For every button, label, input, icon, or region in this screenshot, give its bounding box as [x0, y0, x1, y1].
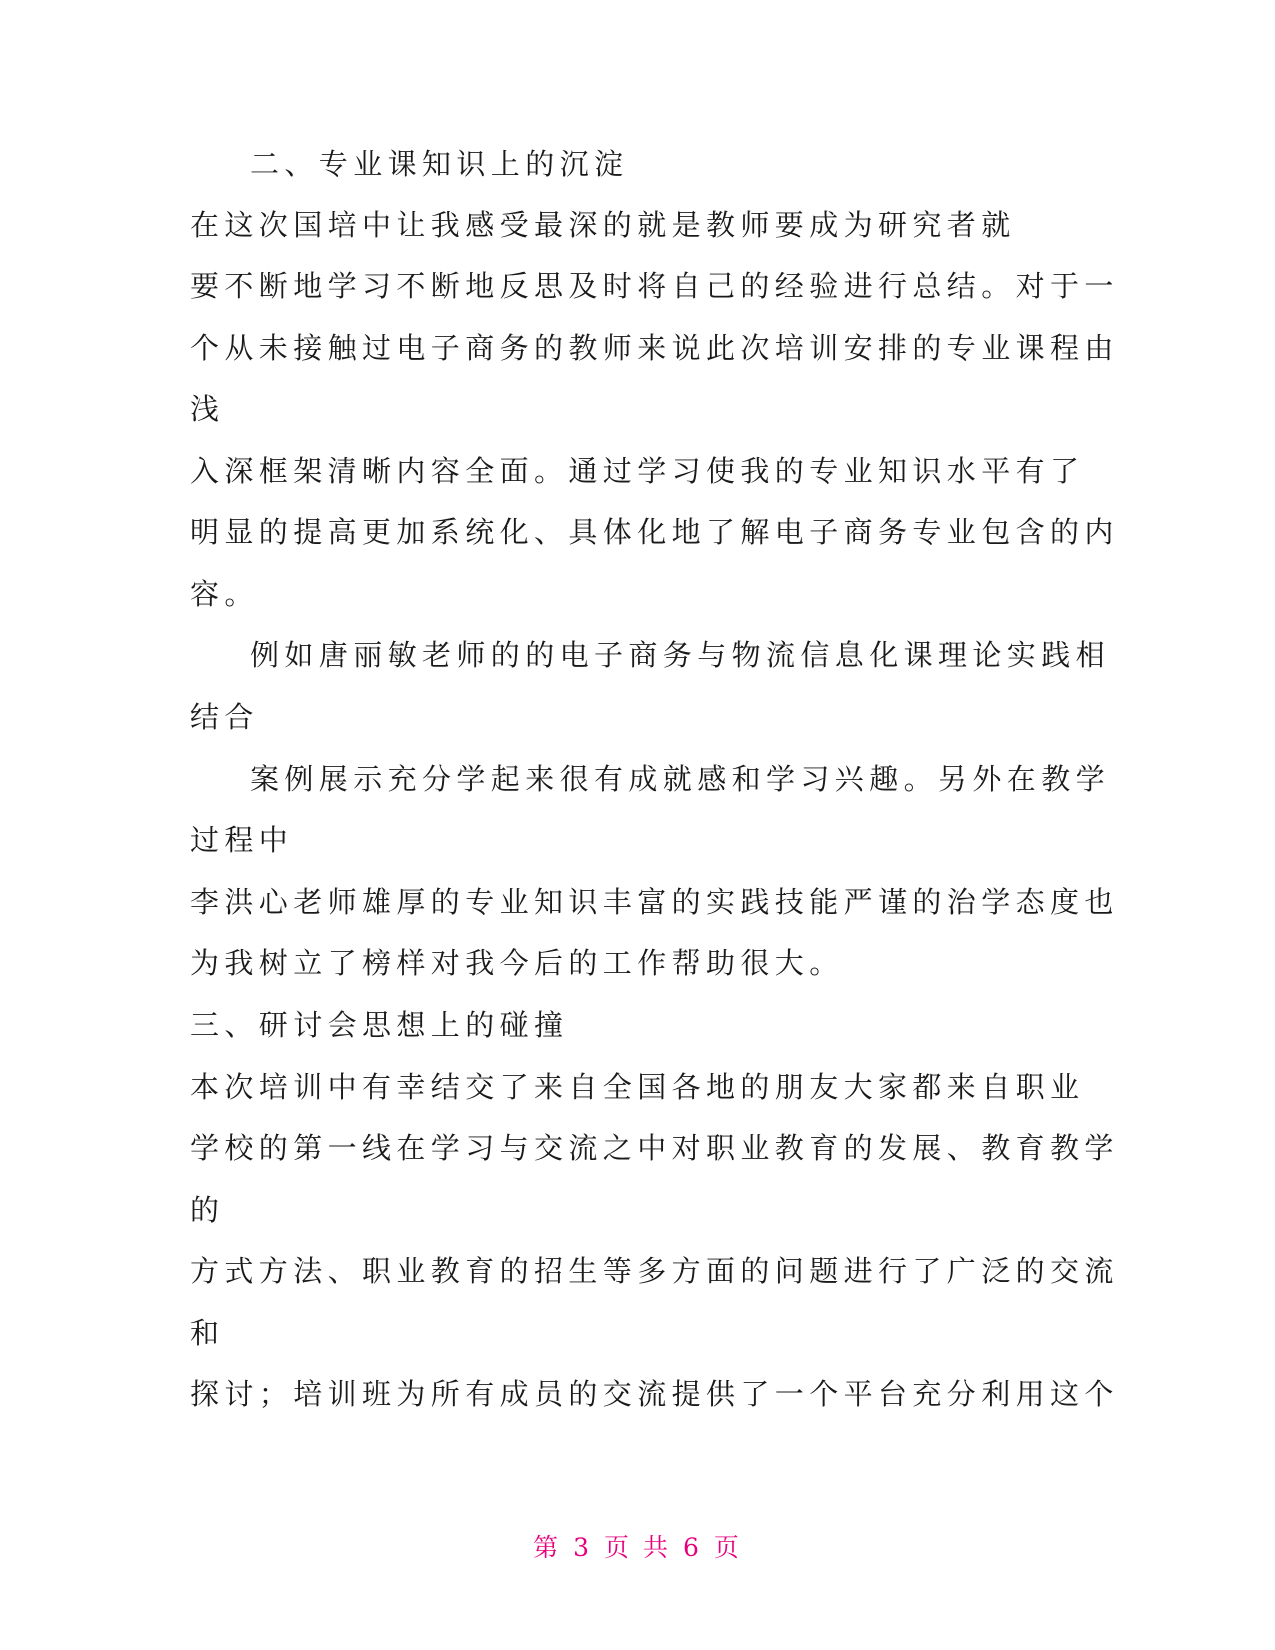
paragraph-line: 结合	[190, 700, 259, 734]
paragraph-line: 明显的提高更加系统化、具体化地了解电子商务专业包含的内	[190, 515, 1119, 549]
paragraph-line: 的	[190, 1193, 225, 1227]
footer-suffix: 页	[713, 1533, 742, 1562]
page-footer	[0, 1532, 1275, 1564]
paragraph-line: 容。	[190, 577, 259, 611]
paragraph-line: 方式方法、职业教育的招生等多方面的问题进行了广泛的交流	[190, 1254, 1119, 1288]
section-heading: 二、专业课知识上的沉淀	[250, 147, 629, 181]
footer-prefix: 第	[533, 1533, 562, 1562]
paragraph-line: 要不断地学习不断地反思及时将自己的经验进行总结。对于一	[190, 269, 1119, 303]
paragraph-line: 个从未接触过电子商务的教师来说此次培训安排的专业课程由	[190, 331, 1119, 365]
paragraph-line: 案例展示充分学起来很有成就感和学习兴趣。另外在教学	[250, 762, 1111, 796]
paragraph-line: 学校的第一线在学习与交流之中对职业教育的发展、教育教学	[190, 1131, 1119, 1165]
paragraph-line: 李洪心老师雄厚的专业知识丰富的实践技能严谨的治学态度也	[190, 885, 1119, 919]
total-page-count: 6	[682, 1533, 702, 1562]
section-heading: 三、研讨会思想上的碰撞	[190, 1008, 569, 1042]
paragraph-line: 例如唐丽敏老师的的电子商务与物流信息化课理论实践相	[250, 638, 1111, 672]
paragraph-line: 过程中	[190, 823, 294, 857]
paragraph-line: 在这次国培中让我感受最深的就是教师要成为研究者就	[190, 208, 1016, 242]
paragraph-line: 浅	[190, 392, 225, 426]
paragraph-line: 本次培训中有幸结交了来自全国各地的朋友大家都来自职业	[190, 1070, 1085, 1104]
paragraph-line: 探讨；培训班为所有成员的交流提供了一个平台充分利用这个	[190, 1377, 1119, 1411]
current-page-number: 3	[573, 1533, 593, 1562]
paragraph-line: 为我树立了榜样对我今后的工作帮助很大。	[190, 946, 844, 980]
footer-mid: 页 共	[604, 1533, 671, 1562]
paragraph-line: 入深框架清晰内容全面。通过学习使我的专业知识水平有了	[190, 454, 1085, 488]
paragraph-line: 和	[190, 1316, 225, 1350]
